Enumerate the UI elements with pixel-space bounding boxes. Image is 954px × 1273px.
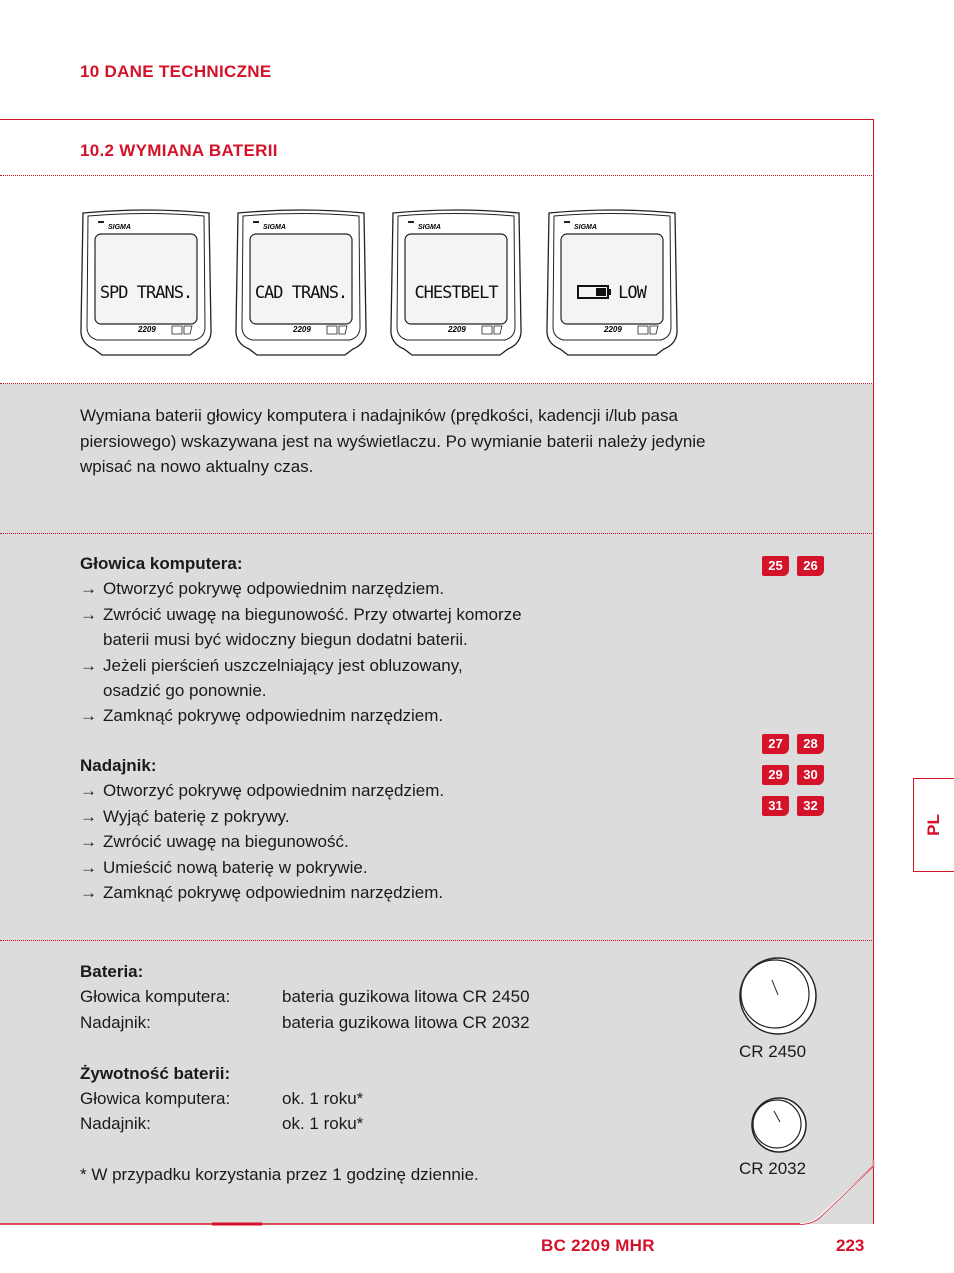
arrow-icon: → — [80, 806, 97, 826]
step-text: osadzić go ponownie. — [103, 681, 267, 701]
spec-heading: Żywotność baterii: — [80, 1063, 231, 1083]
step-item — [80, 602, 522, 627]
intro-paragraph — [80, 403, 780, 480]
svg-text:SIGMA: SIGMA — [574, 224, 597, 231]
spec-row — [80, 1086, 530, 1111]
step-item — [80, 778, 444, 803]
divider — [0, 533, 874, 534]
figure-badge: 28 — [797, 734, 824, 754]
figure-badge: 27 — [762, 734, 789, 754]
text-line: Wymiana baterii głowicy komputera i nadajników (prędkości, kadencji i/lub pasa — [80, 406, 678, 425]
spec-key: Głowica komputera: — [80, 1089, 231, 1109]
device-figure — [390, 209, 522, 357]
spec-key: Nadajnik: — [80, 1114, 151, 1134]
step-text: Zamknąć pokrywę odpowiednim narzędziem. — [103, 706, 444, 726]
block-heading: Głowica komputera: — [80, 554, 243, 573]
step-text: Umieścić nową baterię w pokrywie. — [103, 857, 368, 877]
spec-key: Nadajnik: — [80, 1012, 151, 1032]
spec-value: ok. 1 roku* — [282, 1089, 364, 1109]
step-item — [80, 678, 522, 703]
spec-key: Głowica komputera: — [80, 987, 231, 1007]
step-item — [80, 855, 444, 880]
device-figure — [235, 209, 367, 357]
arrow-icon: → — [80, 655, 97, 675]
footnote: * W przypadku korzystania przez 1 godzinę dziennie. — [80, 1165, 479, 1185]
spec-row — [80, 984, 530, 1009]
lcd-display-text: CHESTBELT — [414, 283, 498, 303]
step-text: Wyjąć baterię z pokrywy. — [103, 806, 290, 826]
divider — [0, 940, 874, 941]
spec-row — [80, 1111, 530, 1136]
lcd-display-text: LOW — [618, 283, 646, 303]
arrow-icon: → — [80, 832, 97, 852]
svg-text:SIGMA: SIGMA — [108, 224, 131, 231]
step-text: Zwrócić uwagę na biegunowość. — [103, 832, 349, 852]
figure-badge: 30 — [797, 765, 824, 785]
svg-text:2209: 2209 — [293, 325, 311, 334]
lcd-display-text: SPD TRANS. — [99, 283, 193, 303]
svg-text:2209: 2209 — [604, 325, 622, 334]
language-tab — [913, 778, 954, 872]
arrow-icon: → — [80, 706, 97, 726]
step-item — [80, 829, 444, 854]
coin-cell-icon — [737, 955, 819, 1037]
divider — [0, 383, 874, 384]
device-figure — [80, 209, 212, 357]
lcd-display-text: CAD TRANS. — [254, 283, 348, 303]
spec-value: bateria guzikowa litowa CR 2450 — [282, 987, 530, 1007]
figure-badge: 25 — [762, 556, 789, 576]
svg-text:2209: 2209 — [448, 325, 466, 334]
step-text: Zamknąć pokrywę odpowiednim narzędziem. — [103, 883, 444, 903]
device-figure — [546, 209, 678, 357]
figure-badge: 32 — [797, 796, 824, 816]
text-line: wpisać na nowo aktualny czas. — [80, 457, 314, 476]
battery-spec — [80, 959, 530, 1188]
figure-badge: 29 — [762, 765, 789, 785]
figure-badge: 26 — [797, 556, 824, 576]
page-number: 223 — [836, 1236, 865, 1255]
step-text: baterii musi być widoczny biegun dodatni baterii. — [103, 630, 468, 650]
section-title: 10.2 WYMIANA BATERII — [80, 141, 278, 160]
divider — [0, 175, 874, 176]
text-line: piersiowego) wskazywana jest na wyświetlaczu. Po wymianie baterii należy jedynie — [80, 431, 706, 451]
battery-label: CR 2032 — [739, 1159, 807, 1178]
arrow-icon: → — [80, 579, 97, 599]
arrow-icon: → — [80, 883, 97, 903]
step-text: Otworzyć pokrywę odpowiednim narzędziem. — [103, 579, 445, 599]
step-text: Otworzyć pokrywę odpowiednim narzędziem. — [103, 781, 445, 801]
coin-cell-icon — [749, 1096, 809, 1154]
step-text: Zwrócić uwagę na biegunowość. Przy otwartej komorze — [103, 604, 522, 624]
chapter-heading: 10 DANE TECHNICZNE — [80, 62, 272, 81]
svg-text:SIGMA: SIGMA — [263, 224, 286, 231]
step-item — [80, 653, 522, 678]
spec-value: bateria guzikowa litowa CR 2032 — [282, 1012, 530, 1032]
svg-text:2209: 2209 — [138, 325, 156, 334]
language-label: PL — [924, 814, 943, 836]
figure-badge: 31 — [762, 796, 789, 816]
arrow-icon: → — [80, 781, 97, 801]
step-text: Jeżeli pierścień uszczelniający jest obluzowany, — [103, 655, 463, 675]
step-item — [80, 804, 444, 829]
step-item — [80, 627, 522, 652]
spec-row — [80, 1010, 530, 1035]
step-item — [80, 880, 444, 905]
arrow-icon: → — [80, 604, 97, 624]
arrow-icon: → — [80, 857, 97, 877]
svg-text:SIGMA: SIGMA — [418, 224, 441, 231]
battery-label: CR 2450 — [739, 1042, 807, 1061]
block-heading: Nadajnik: — [80, 756, 157, 775]
spec-value: ok. 1 roku* — [282, 1114, 364, 1134]
footer-model: BC 2209 MHR — [541, 1236, 655, 1255]
spec-heading: Bateria: — [80, 962, 144, 981]
transmitter-steps — [80, 753, 444, 905]
head-unit-steps — [80, 551, 522, 729]
step-item — [80, 703, 522, 728]
step-item — [80, 576, 522, 601]
